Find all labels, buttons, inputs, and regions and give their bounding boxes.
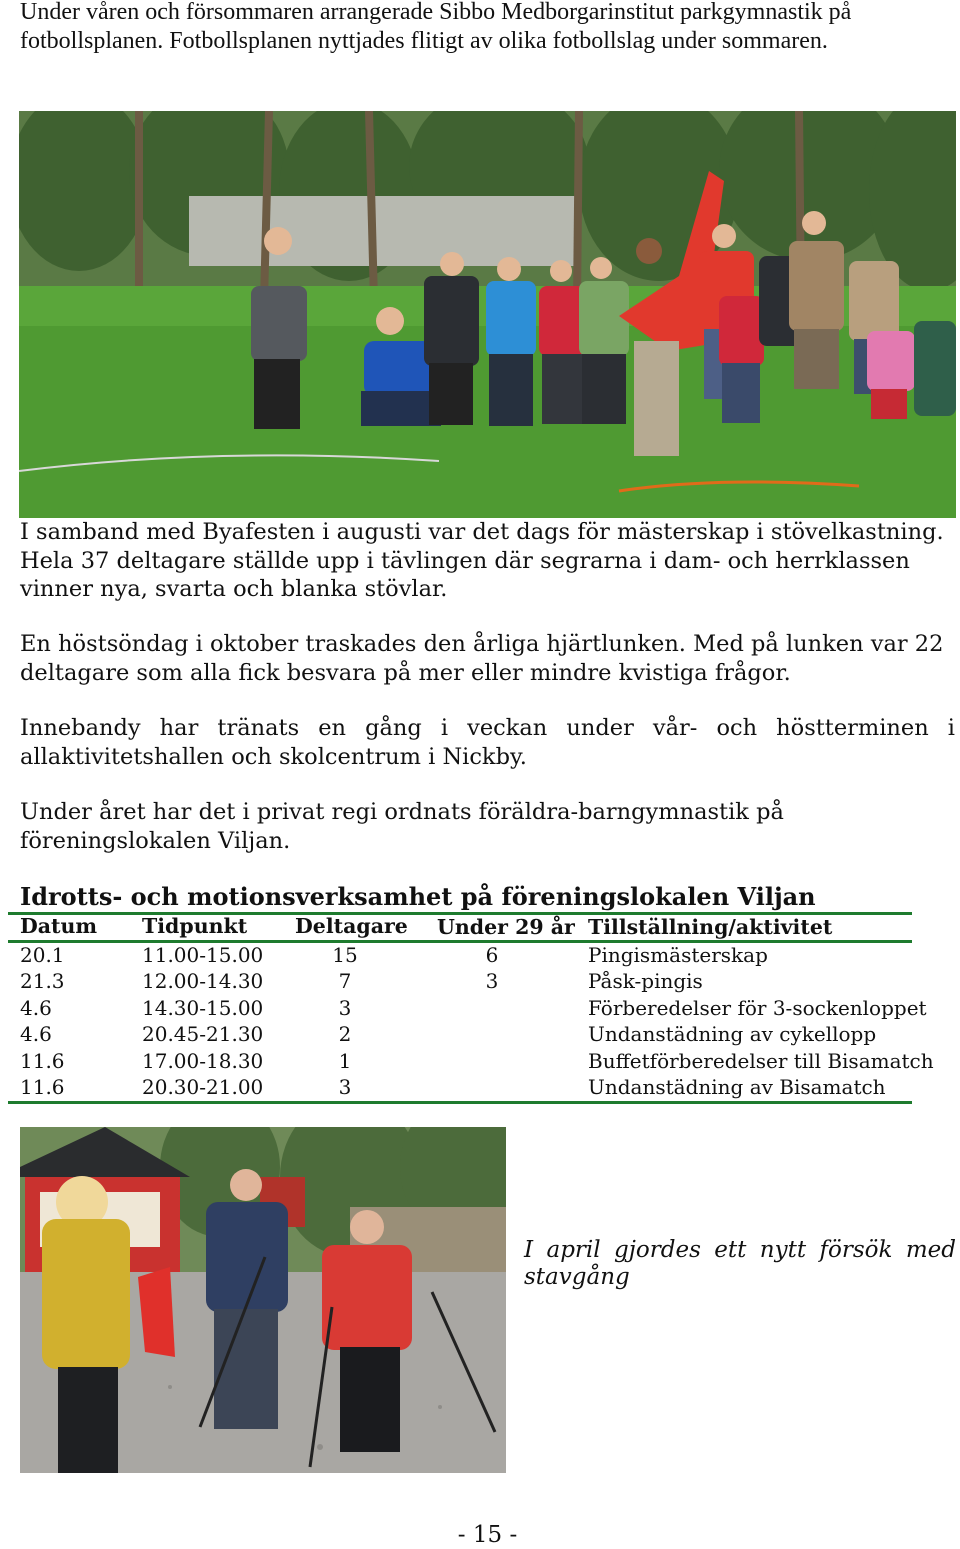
cell-tidpunkt: 20.30-21.00 bbox=[142, 1075, 264, 1099]
hjartlunken-paragraph: En höstsöndag i oktober traskades den årliga hjärtlunken. Med på lunken var 22 deltagare som alla fick besvara på mer eller mindre kvistiga frågor. bbox=[20, 631, 944, 686]
cell-aktivitet: Förberedelser för 3-sockenloppet bbox=[588, 996, 927, 1020]
cell-datum: 20.1 bbox=[20, 943, 65, 967]
cell-datum: 11.6 bbox=[20, 1075, 65, 1099]
innebandy-paragraph: Innebandy har tränats en gång i veckan under vår- och höstterminen i allaktivitetshallen och skolcentrum i Nickby. bbox=[20, 715, 955, 770]
cell-tidpunkt: 12.00-14.30 bbox=[142, 969, 264, 993]
table-bottom-rule bbox=[8, 1101, 912, 1104]
cell-aktivitet: Påsk-pingis bbox=[588, 969, 703, 993]
cell-tidpunkt: 20.45-21.30 bbox=[142, 1022, 264, 1046]
page-number: - 15 - bbox=[457, 1522, 518, 1548]
cell-tidpunkt: 11.00-15.00 bbox=[142, 943, 264, 967]
cell-deltagare: 15 bbox=[332, 943, 358, 967]
cell-under29: 6 bbox=[485, 943, 499, 967]
cell-datum: 11.6 bbox=[20, 1049, 65, 1073]
header-tidpunkt: Tidpunkt bbox=[142, 914, 248, 938]
table-title: Idrotts- och motionsverksamhet på föreningslokalen Viljan bbox=[20, 882, 816, 911]
header-under29: Under 29 år bbox=[437, 915, 575, 939]
cell-tidpunkt: 17.00-18.30 bbox=[142, 1049, 264, 1073]
byafest-paragraph: I samband med Byafesten i augusti var det dags för mästerskap i stövelkastning. Hela 37 deltagare ställde upp i tävlingen där segrarna i dam- och herrklassen vinner nya, svarta och blanka stövlar. bbox=[20, 519, 944, 602]
photo-caption: I april gjordes ett nytt försök med stavgång bbox=[524, 1237, 956, 1290]
nordic-walking-photo bbox=[20, 1127, 506, 1473]
header-datum: Datum bbox=[20, 914, 98, 938]
cell-deltagare: 3 bbox=[338, 1075, 352, 1099]
cell-datum: 4.6 bbox=[20, 1022, 52, 1046]
header-aktivitet: Tillställning/aktivitet bbox=[588, 915, 833, 939]
cell-under29: 3 bbox=[485, 969, 499, 993]
cell-deltagare: 1 bbox=[338, 1049, 352, 1073]
cell-datum: 4.6 bbox=[20, 996, 52, 1020]
header-deltagare: Deltagare bbox=[295, 914, 408, 938]
cell-aktivitet: Buffetförberedelser till Bisamatch bbox=[588, 1049, 934, 1073]
cell-deltagare: 3 bbox=[338, 996, 352, 1020]
cell-tidpunkt: 14.30-15.00 bbox=[142, 996, 264, 1020]
cell-datum: 21.3 bbox=[20, 969, 65, 993]
cell-aktivitet: Undanstädning av cykellopp bbox=[588, 1022, 877, 1046]
foraldra-paragraph: Under året har det i privat regi ordnats föräldra-barngymnastik på föreningslokalen Viljan. bbox=[20, 799, 784, 854]
cell-deltagare: 7 bbox=[338, 969, 352, 993]
cell-aktivitet: Undanstädning av Bisamatch bbox=[588, 1075, 886, 1099]
cell-deltagare: 2 bbox=[338, 1022, 352, 1046]
cell-aktivitet: Pingismästerskap bbox=[588, 943, 768, 967]
boot-throwing-photo bbox=[19, 111, 956, 518]
intro-paragraph: Under våren och försommaren arrangerade Sibbo Medborgarinstitut parkgymnastik på fotbollsplanen. Fotbollsplanen nyttjades flitigt av olika fotbollslag under sommaren. bbox=[20, 0, 852, 54]
